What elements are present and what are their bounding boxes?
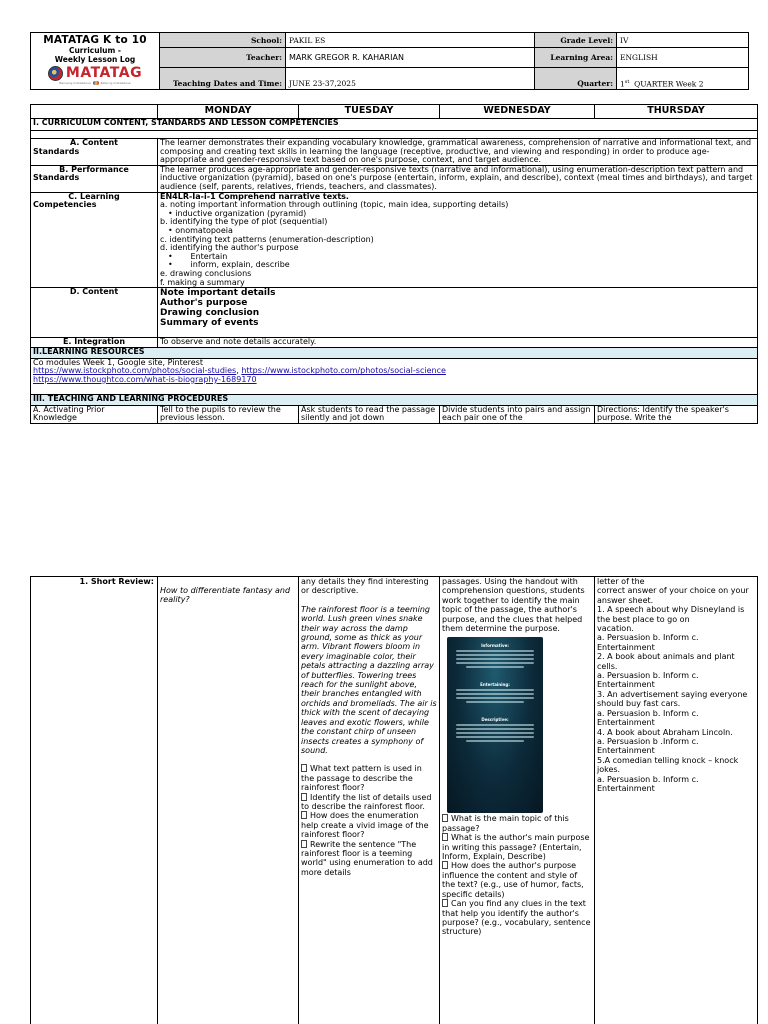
content-text [158, 288, 758, 338]
quarter-value: 1st QUARTER Week 2 [617, 68, 749, 90]
content-label: D. Content [31, 288, 158, 338]
question-item: How does the enumeration help create a vivid image of the rainforest floor? [301, 811, 429, 840]
dates-label: Teaching Dates and Time: [160, 68, 286, 90]
resources-body [31, 358, 758, 394]
day-monday: MONDAY [158, 105, 299, 119]
competency-item: • inform, explain, describe [168, 260, 290, 270]
section-resources: II.LEARNING RESOURCES [31, 347, 758, 358]
quiz-line: a. Persuasion b. Inform c. Entertainment [597, 708, 699, 728]
content-item: Note important details [160, 288, 276, 299]
grade-value: IV [617, 33, 749, 48]
quarter-label: Quarter: [535, 68, 617, 90]
integration-label: E. Integration [31, 338, 158, 348]
content-item: Summary of events [160, 318, 259, 329]
resource-link-social-science[interactable]: https://www.istockphoto.com/photos/social-science [241, 366, 446, 376]
activating-tuesday: Ask students to read the passage silently and jot down [299, 405, 440, 423]
resources-links: https://www.istockphoto.com/photos/social-studies, https://www.istockphoto.com/photos/social-science [33, 366, 446, 376]
quiz-line: letter of the [597, 577, 645, 586]
header-table [30, 32, 749, 90]
day-thursday: THURSDAY [595, 105, 758, 119]
quiz-line: 1. A speech about why Disneyland is the best place to go on [597, 605, 745, 624]
integration-text: To observe and note details accurately. [158, 338, 758, 348]
activating-wednesday: Divide students into pairs and assign each pair one of the [440, 405, 595, 423]
area-label: Learning Area: [535, 48, 617, 68]
content-item: Drawing conclusion [160, 308, 260, 319]
checkbox-glyph-icon [301, 811, 307, 819]
school-label: School: [160, 33, 286, 48]
competency-item: e. drawing conclusions [160, 268, 252, 278]
competency-code: EN4LR-Ia-i-1 Comprehend narrative texts. [160, 191, 349, 201]
area-value: ENGLISH [617, 48, 749, 68]
resource-link-social-studies[interactable]: https://www.istockphoto.com/photos/social-studies [33, 366, 237, 376]
content-standards-label: A. Content Standards [31, 139, 158, 166]
quiz-line: 4. A book about Abraham Lincoln. [597, 727, 733, 737]
short-review-monday: How to differentiate fantasy and reality? [158, 577, 299, 1024]
brand-name: MATATAG [65, 65, 143, 81]
checkbox-glyph-icon [442, 861, 448, 869]
day-tuesday: TUESDAY [299, 105, 440, 119]
corner-cell [31, 105, 158, 119]
competencies-label: C. Learning Competencies [31, 192, 158, 288]
checkbox-glyph-icon [301, 840, 307, 848]
question-item: What is the main topic of this passage? [442, 814, 569, 833]
competency-item: f. making a summary [160, 277, 245, 287]
competency-item: a. noting important information through outlining (topic, main idea, supporting details) [160, 200, 509, 210]
question-item: Rewrite the sentence "The rainforest floor is a teeming world" using enumeration to add more details [301, 839, 433, 877]
short-review-label: 1. Short Review: [31, 577, 158, 1024]
org-subtitle-1: Curriculum - [68, 46, 122, 55]
checkbox-glyph-icon [442, 899, 448, 907]
section-curriculum: I. CURRICULUM CONTENT, STANDARDS AND LESSON COMPETENCIES [31, 119, 758, 131]
quiz-line: 3. An advertisement saying everyone should buy fast cars. [597, 689, 748, 709]
checkbox-glyph-icon [442, 814, 448, 822]
resources-line: Co modules Week 1, Google site, Pinterest [33, 357, 203, 367]
competency-item: • Entertain [168, 251, 228, 261]
quiz-line: a. Persuasion b. Inform c. Entertainment [597, 633, 699, 652]
quiz-line: a. Persuasion b. Inform c. Entertainment [597, 774, 699, 793]
resource-link-biography[interactable]: https://www.thoughtco.com/what-is-biography-1689170 [33, 374, 257, 384]
activating-monday: Tell to the pupils to review the previous lesson. [158, 405, 299, 423]
checkbox-glyph-icon [301, 793, 307, 801]
tagline-mark-icon [93, 81, 99, 85]
checkbox-glyph-icon [301, 764, 307, 772]
quiz-line: a. Persuasion b .Inform c. Entertainment [597, 736, 699, 756]
quiz-line: 5.A comedian telling knock – knock jokes. [597, 755, 739, 775]
checkbox-glyph-icon [442, 833, 448, 841]
competency-item: c. identifying text patterns (enumeration-description) [160, 234, 374, 244]
content-standards-text: The learner demonstrates their expanding vocabulary knowledge, grammatical awareness, comprehension of narrative and informational text, and composing and creating text skills in learning the language (receptive, productive, and viewing and responding) in order to produce age-appropriate and gender-responsive text based on one's purpose, context, and target audience. [158, 139, 758, 166]
question-item: What text pattern is used in the passage to describe the rainforest floor? [301, 764, 422, 793]
competency-item: d. identifying the author's purpose [160, 243, 299, 253]
procedures-continued-table [30, 576, 758, 1024]
question-item: What is the author's main purpose in writing this passage? (Entertain, Inform, Explain, Describe) [442, 833, 590, 862]
activating-label: A. Activating Prior Knowledge [31, 405, 158, 423]
dates-value: JUNE 23-37,2025 [286, 68, 535, 90]
day-wednesday: WEDNESDAY [440, 105, 595, 119]
brand-tagline: Bansang makabansa Bata ng makabansa [59, 81, 131, 85]
question-item: Can you find any clues in the text that help you identify the author's purpose? (e.g., vocabulary, sentence structure) [442, 899, 591, 937]
section-procedures: III. TEACHING AND LEARNING PROCEDURES [31, 394, 758, 405]
teacher-label: Teacher: [160, 48, 286, 68]
rainforest-passage: The rainforest floor is a teeming world. Lush green vines snake their way across the damp ground, some as thick as your arm. Vibrant flowers bloom in every imaginable color, their petals attracting a dazzling array of butterflies. Towering trees reach for the sunlight above, their branches entangled with orchids and bromeliads. The air is thick with the scent of decaying leaves and exotic flowers, while the constant chirp of unseen insects creates a symphony of sound. [301, 604, 437, 755]
competencies-text [158, 192, 758, 288]
performance-standards-text: The learner produces age-appropriate and gender-responsive texts (narrative and informational), using enumeration-description text pattern and inductive organization (pyramid), based on one's purpose (entertain, inform, explain, and describe), context (meal times and birthdays), and target audience (self, parents, relatives, friends, teachers, and classmates). [158, 165, 758, 192]
competency-item: b. identifying the type of plot (sequential) [160, 217, 328, 227]
activating-thursday: Directions: Identify the speaker's purpose. Write the [595, 405, 758, 423]
short-review-tuesday: any details they find interesting or descriptive. The rainforest floor is a teeming world. Lush green vines snake their way across the damp ground, some as thick as your arm. Vibrant flowers bloom in every imaginable color, their petals attracting a dazzling array of butterflies. Towering trees reach for the sunlight above, their branches entangled with orchids and bromeliads. The air is thick with the scent of decaying leaves and exotic flowers, while the constant chirp of unseen insects creates a symphony of sound. What text pattern is used in the passage to describe the rainforest floor? Identify the list of details used to describe the rainforest floor. How does the enumeration help create a vivid image of the rainforest floor? Rewrite the sentence "The rainforest floor is a teeming world" using enumeration to add more details [299, 577, 440, 1024]
short-review-thursday [595, 577, 758, 1024]
org-title: MATATAG K to 10 [43, 34, 147, 46]
org-subtitle-2: Weekly Lesson Log [54, 55, 136, 64]
short-review-wednesday: passages. Using the handout with comprehension questions, students work together to identify the main topic of the passage, the author's purpose, and the clues that helped them determine the purpose. Informative: Entertaining: Descriptive: What is the main topic of this passage? What is the author's main purpose in writing this passage? (Entertain, Inform, Explain, Describe) How does the author's purpose influence the content and style of the text? (e.g., use of humor, facts, specific details) Can you find any clues in the text that help you identify the author's purpose? (e.g., vocabulary, sentence structure) [440, 577, 595, 1024]
performance-standards-label: B. Performance Standards [31, 165, 158, 192]
question-item: How does the author's purpose influence the content and style of the text? (e.g., use of humor, facts, specific details) [442, 861, 584, 899]
deped-seal-icon [48, 66, 63, 81]
school-value: PAKIL ES [286, 33, 535, 48]
teacher-value: MARK GREGOR R. KAHARIAN [286, 48, 535, 68]
quiz-line: a. Persuasion b. Inform c. Entertainment [597, 671, 699, 690]
author-purpose-infographic: Informative: Entertaining: Descriptive: [447, 637, 543, 813]
quiz-line: correct answer of your choice on your answer sheet. [597, 586, 749, 605]
grade-label: Grade Level: [535, 33, 617, 48]
quiz-line: vacation. [597, 624, 634, 634]
competency-item: • inductive organization (pyramid) [168, 208, 307, 218]
quiz-line: 2. A book about animals and plant cells. [597, 652, 735, 671]
lesson-log-table [30, 104, 758, 424]
matatag-logo [33, 65, 157, 81]
question-item: Identify the list of details used to describe the rainforest floor. [301, 792, 432, 811]
content-item: Author's purpose [160, 298, 248, 309]
competency-item: • onomatopoeia [168, 225, 233, 235]
logo-block [31, 33, 160, 90]
